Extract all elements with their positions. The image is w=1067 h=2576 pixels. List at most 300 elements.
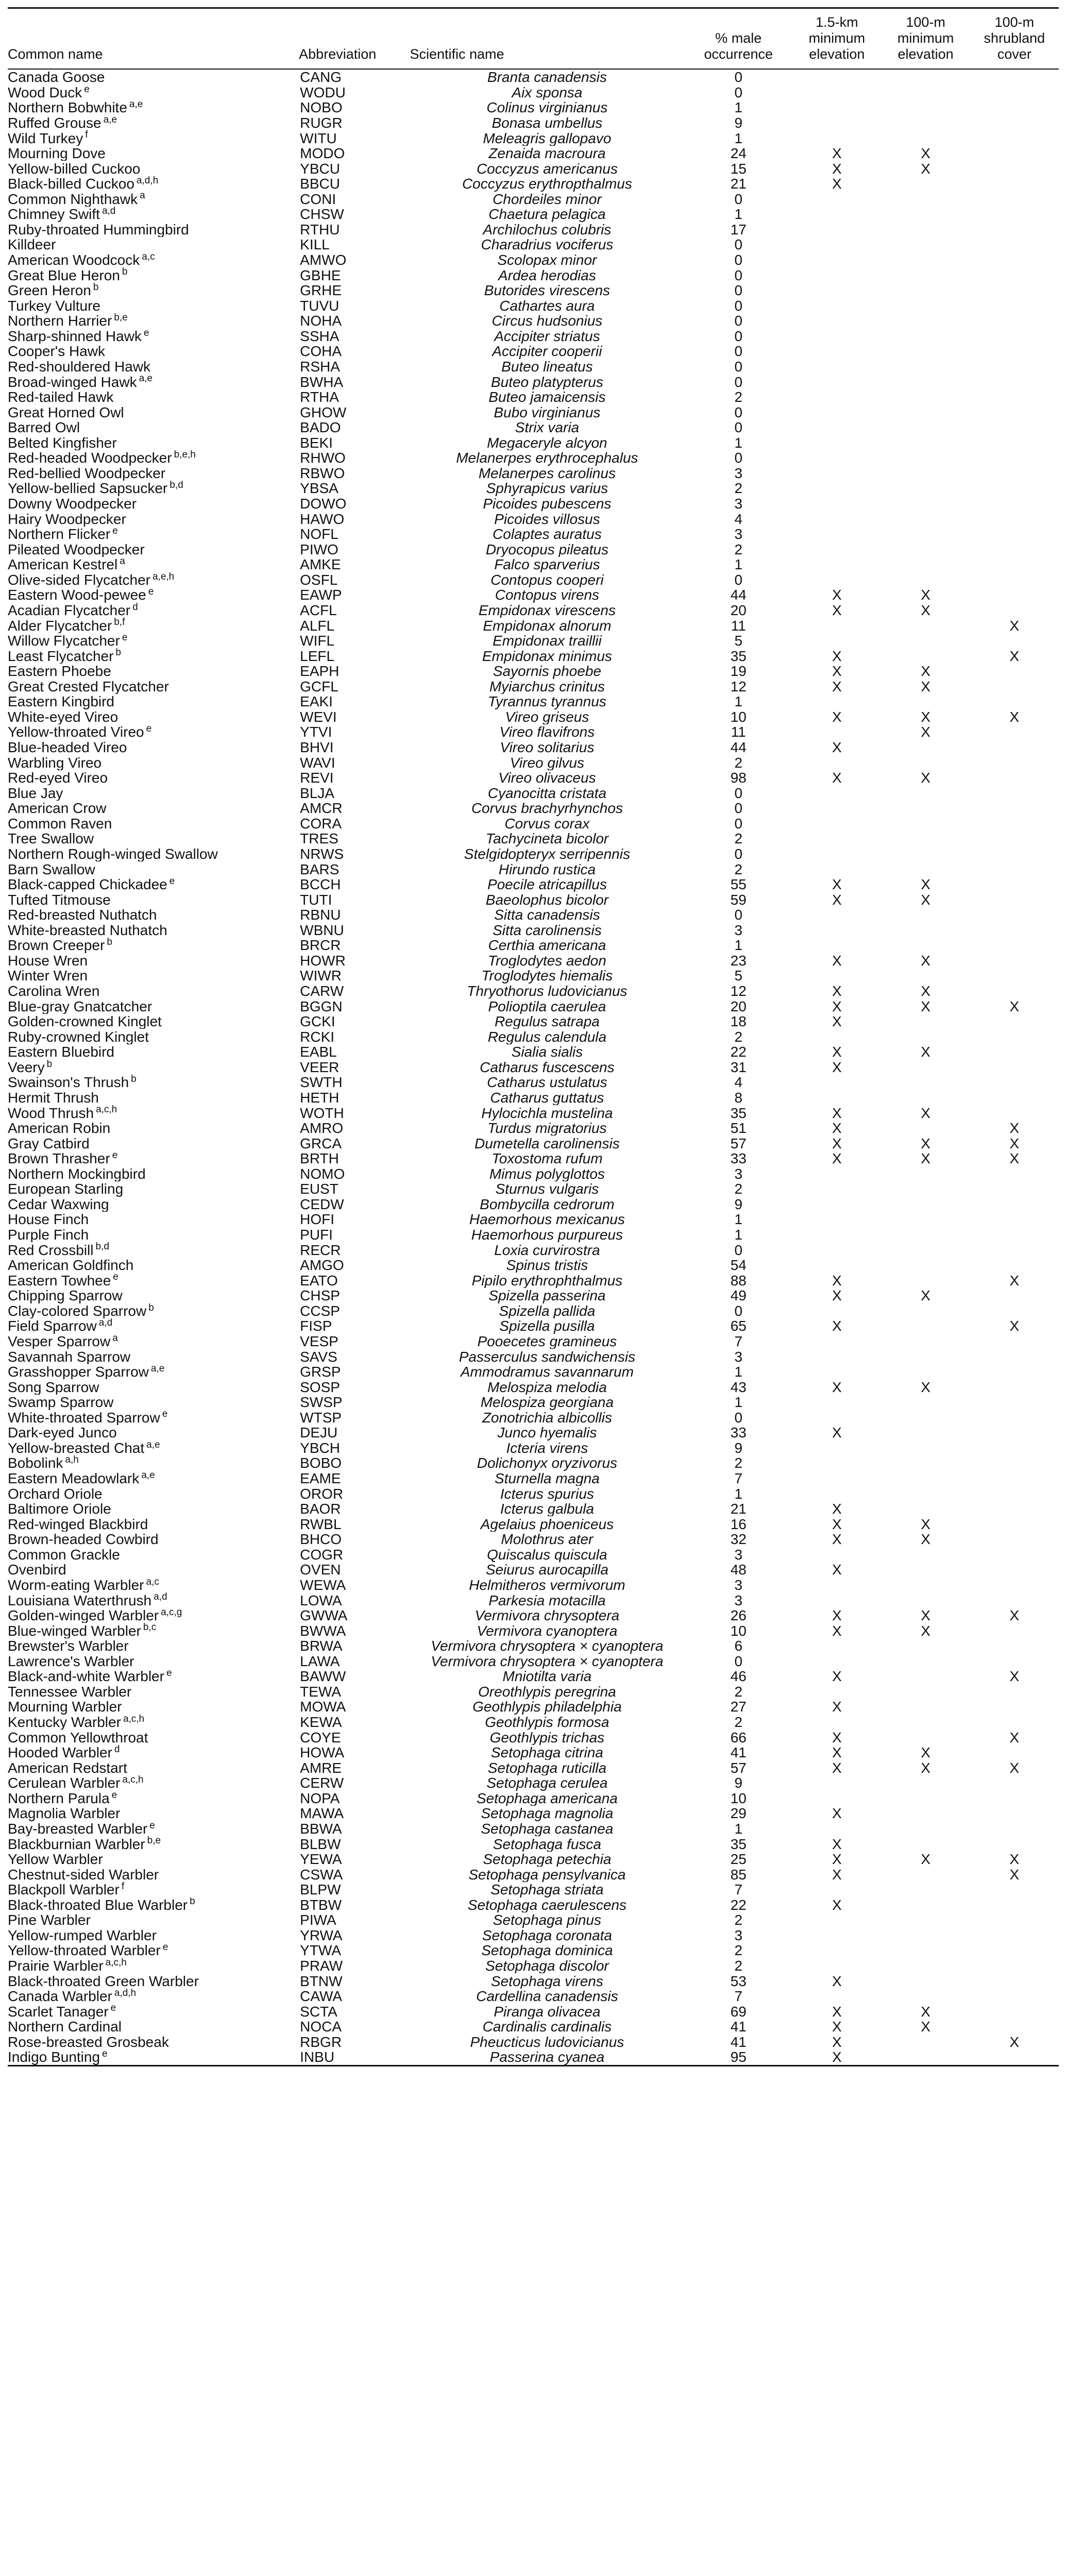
table-row: [8, 192, 1059, 207]
common-name-text: Northern Parula: [8, 1790, 110, 1806]
cell-100m-shrubland: [970, 450, 1059, 466]
cell-scientific-name: Megaceryle alcyon: [487, 435, 607, 451]
cell-100m-shrubland: [970, 1014, 1059, 1029]
cell-male-occurrence: 23: [730, 953, 747, 969]
cell-abbreviation: YBSA: [300, 481, 338, 496]
cell-100m-shrubland: [970, 1044, 1059, 1060]
cell-1-5km-elevation: X: [832, 953, 842, 969]
cell-common-name: [8, 298, 299, 313]
cell-male-occurrence: 41: [730, 1744, 747, 1760]
cell-common-name: [8, 1303, 299, 1319]
cell-abbreviation: WEVI: [300, 709, 337, 725]
common-name-text: Broad-winged Hawk: [8, 374, 137, 389]
cell-100m-elevation: [881, 785, 970, 801]
cell-male-occurrence: 3: [734, 526, 743, 542]
cell-male-occurrence: 3: [734, 1166, 743, 1182]
table-row: [8, 329, 1059, 344]
cell-100m-shrubland: [970, 846, 1059, 862]
cell-100m-shrubland: [970, 938, 1059, 953]
cell-abbreviation: AMKE: [300, 557, 341, 572]
footnote-marker: a: [140, 191, 145, 201]
footnote-marker: e: [102, 2049, 108, 2060]
cell-100m-shrubland: [970, 1806, 1059, 1821]
cell-abbreviation: WODU: [300, 84, 346, 100]
cell-abbreviation: BBWA: [300, 1821, 342, 1837]
cell-male-occurrence: 44: [730, 587, 747, 603]
cell-male-occurrence: 0: [734, 1242, 743, 1258]
cell-male-occurrence: 2: [734, 1029, 743, 1044]
cell-100m-shrubland: [970, 557, 1059, 572]
cell-1-5km-elevation: [792, 237, 881, 252]
cell-abbreviation: GWWA: [300, 1607, 348, 1623]
cell-male-occurrence: 53: [730, 1973, 747, 1989]
common-name-text: American Goldfinch: [8, 1257, 134, 1273]
cell-100m-elevation: [881, 222, 970, 238]
cell-male-occurrence: 0: [734, 252, 743, 268]
cell-common-name: [8, 329, 299, 344]
footnote-marker: d: [114, 1744, 120, 1755]
table-row: [8, 1334, 1059, 1349]
cell-male-occurrence: 6: [734, 1638, 743, 1654]
cell-scientific-name: Geothlypis trichas: [489, 1730, 605, 1745]
cell-100m-elevation: X: [921, 1744, 930, 1760]
cell-100m-elevation: [881, 267, 970, 283]
table-row: [8, 130, 1059, 146]
cell-1-5km-elevation: X: [832, 2019, 842, 2035]
cell-abbreviation: BTNW: [300, 1973, 343, 1989]
cell-1-5km-elevation: X: [832, 1013, 842, 1029]
cell-100m-elevation: X: [921, 587, 930, 603]
cell-common-name: [8, 1273, 299, 1288]
cell-scientific-name: Scolopax minor: [497, 252, 597, 268]
cell-abbreviation: BAWW: [300, 1669, 346, 1684]
cell-100m-elevation: [881, 1867, 970, 1882]
cell-100m-shrubland: [970, 1745, 1059, 1760]
common-name-text: Tennessee Warbler: [8, 1684, 132, 1700]
cell-1-5km-elevation: X: [832, 1288, 842, 1303]
cell-100m-elevation: [881, 1425, 970, 1440]
cell-1-5km-elevation: [792, 1075, 881, 1090]
cell-abbreviation: AMCR: [300, 801, 343, 816]
cell-1-5km-elevation: [792, 1471, 881, 1486]
cell-abbreviation: BTBW: [300, 1897, 342, 1913]
cell-male-occurrence: 0: [734, 298, 743, 313]
cell-abbreviation: PIWA: [300, 1912, 336, 1928]
cell-scientific-name: Colaptes auratus: [493, 526, 602, 542]
cell-male-occurrence: 0: [734, 450, 743, 466]
table-row: [8, 1669, 1059, 1684]
cell-100m-shrubland: [970, 1912, 1059, 1928]
cell-1-5km-elevation: X: [832, 739, 842, 755]
cell-abbreviation: CEDW: [300, 1196, 344, 1212]
cell-abbreviation: MAWA: [300, 1806, 344, 1821]
cell-abbreviation: GHOW: [300, 404, 347, 420]
cell-100m-shrubland: [970, 968, 1059, 984]
cell-common-name: [8, 450, 299, 466]
footnote-marker: a,c,h: [105, 1958, 127, 1968]
cell-male-occurrence: 59: [730, 892, 747, 907]
cell-common-name: [8, 1836, 299, 1852]
cell-common-name: [8, 176, 299, 192]
cell-male-occurrence: 0: [734, 785, 743, 801]
table-row: [8, 1791, 1059, 1806]
table-row: [8, 69, 1059, 85]
footnote-marker: b,e,h: [174, 450, 196, 461]
cell-scientific-name: Passerculus sandwichensis: [459, 1349, 636, 1364]
table-row: [8, 2004, 1059, 2019]
cell-scientific-name: Bubo virginianus: [494, 404, 601, 420]
cell-common-name: [8, 1821, 299, 1837]
common-name-text: Tree Swallow: [8, 831, 94, 846]
common-name-text: Black-throated Blue Warbler: [8, 1897, 188, 1913]
cell-abbreviation: COGR: [300, 1547, 344, 1563]
common-name-text: Killdeer: [8, 237, 56, 252]
cell-100m-elevation: X: [921, 983, 930, 999]
cell-100m-shrubland: [970, 1882, 1059, 1897]
cell-scientific-name: Toxostoma rufum: [492, 1150, 603, 1166]
cell-100m-elevation: X: [921, 1105, 930, 1121]
cell-abbreviation: GCKI: [300, 1013, 335, 1029]
header-abbreviation: Abbreviation: [299, 46, 377, 62]
cell-abbreviation: HOFI: [300, 1212, 335, 1227]
cell-abbreviation: CHSP: [300, 1288, 340, 1303]
cell-common-name: [8, 1486, 299, 1501]
table-row: [8, 1242, 1059, 1258]
cell-1-5km-elevation: [792, 329, 881, 344]
cell-1-5km-elevation: [792, 1334, 881, 1349]
cell-1-5km-elevation: [792, 1654, 881, 1669]
table-row: [8, 374, 1059, 389]
cell-scientific-name: Setophaga castanea: [481, 1821, 614, 1837]
table-row: [8, 283, 1059, 298]
cell-abbreviation: EABL: [300, 1044, 337, 1060]
cell-1-5km-elevation: X: [832, 892, 842, 907]
table-row: [8, 1410, 1059, 1426]
cell-1-5km-elevation: [792, 816, 881, 832]
table-row: [8, 755, 1059, 770]
cell-100m-shrubland: [970, 1090, 1059, 1106]
cell-common-name: [8, 633, 299, 649]
cell-abbreviation: YTWA: [300, 1943, 341, 1958]
footnote-marker: a,c: [142, 252, 155, 262]
table-row: [8, 527, 1059, 542]
cell-100m-shrubland: [970, 1379, 1059, 1395]
table-row: [8, 1060, 1059, 1075]
common-name-text: Wild Turkey: [8, 130, 83, 146]
cell-abbreviation: VEER: [300, 1059, 340, 1075]
cell-abbreviation: YEWA: [300, 1851, 342, 1867]
cell-100m-elevation: [881, 816, 970, 832]
footnote-marker: e: [169, 876, 175, 887]
footnote-marker: f: [85, 130, 88, 141]
cell-1-5km-elevation: [792, 1578, 881, 1593]
cell-100m-shrubland: [970, 861, 1059, 877]
cell-100m-shrubland: [970, 466, 1059, 481]
cell-100m-elevation: X: [921, 953, 930, 969]
table-row: [8, 1623, 1059, 1638]
common-name-text: Northern Bobwhite: [8, 100, 127, 115]
cell-common-name: [8, 1044, 299, 1060]
cell-abbreviation: BGGN: [300, 998, 343, 1014]
common-name-text: Yellow-breasted Chat: [8, 1440, 145, 1456]
table-row: [8, 907, 1059, 923]
common-name-text: Baltimore Oriole: [8, 1501, 111, 1517]
cell-male-occurrence: 0: [734, 846, 743, 862]
cell-common-name: [8, 770, 299, 786]
cell-abbreviation: BOBO: [300, 1455, 342, 1471]
cell-common-name: [8, 85, 299, 100]
cell-100m-shrubland: [970, 1836, 1059, 1852]
cell-100m-elevation: [881, 298, 970, 313]
cell-scientific-name: Troglodytes aedon: [487, 953, 606, 969]
table-row: [8, 176, 1059, 192]
cell-scientific-name: Icterus spurius: [500, 1486, 594, 1501]
common-name-text: Carolina Wren: [8, 983, 100, 999]
common-name-text: Red-bellied Woodpecker: [8, 465, 166, 481]
cell-100m-elevation: X: [921, 602, 930, 618]
cell-common-name: [8, 679, 299, 694]
cell-1-5km-elevation: [792, 207, 881, 222]
cell-100m-elevation: [881, 938, 970, 953]
cell-1-5km-elevation: [792, 1486, 881, 1501]
cell-scientific-name: Baeolophus bicolor: [485, 892, 608, 907]
common-name-text: Downy Woodpecker: [8, 496, 137, 512]
cell-common-name: [8, 1547, 299, 1563]
cell-abbreviation: LOWA: [300, 1592, 342, 1608]
common-name-text: Eastern Wood-pewee: [8, 587, 146, 603]
table-row: [8, 511, 1059, 527]
cell-male-occurrence: 3: [734, 1927, 743, 1943]
cell-scientific-name: Setophaga striata: [490, 1882, 604, 1897]
cell-common-name: [8, 252, 299, 268]
cell-male-occurrence: 41: [730, 2019, 747, 2035]
cell-100m-shrubland: [970, 1699, 1059, 1715]
cell-male-occurrence: 0: [734, 69, 743, 85]
cell-common-name: [8, 998, 299, 1014]
cell-abbreviation: DOWO: [300, 496, 347, 512]
cell-scientific-name: Aix sponsa: [512, 84, 583, 100]
table-row: [8, 1867, 1059, 1882]
cell-scientific-name: Ardea herodias: [498, 267, 596, 283]
table-row: [8, 709, 1059, 725]
cell-100m-elevation: [881, 1562, 970, 1578]
cell-100m-shrubland: [970, 1166, 1059, 1182]
cell-1-5km-elevation: [792, 1943, 881, 1958]
cell-scientific-name: Haemorhous mexicanus: [469, 1212, 625, 1227]
cell-scientific-name: Empidonax minimus: [482, 648, 612, 664]
cell-100m-shrubland: [970, 1258, 1059, 1273]
common-name-text: Vesper Sparrow: [8, 1333, 111, 1349]
footnote-marker: a,c,h: [122, 1775, 144, 1785]
footnote-marker: e: [146, 724, 152, 735]
cell-1-5km-elevation: X: [832, 1623, 842, 1638]
common-name-text: Red-tailed Hawk: [8, 389, 114, 405]
cell-male-occurrence: 1: [734, 557, 743, 572]
cell-1-5km-elevation: [792, 938, 881, 953]
cell-abbreviation: VESP: [300, 1333, 338, 1349]
cell-male-occurrence: 22: [730, 1897, 747, 1913]
table-row: [8, 404, 1059, 420]
cell-common-name: [8, 1912, 299, 1928]
cell-100m-shrubland: [970, 496, 1059, 512]
cell-1-5km-elevation: X: [832, 1669, 842, 1684]
cell-100m-shrubland: X: [1009, 1318, 1020, 1334]
cell-100m-shrubland: [970, 313, 1059, 329]
cell-100m-shrubland: [970, 1060, 1059, 1075]
cell-100m-shrubland: [970, 267, 1059, 283]
cell-male-occurrence: 0: [734, 359, 743, 375]
cell-100m-elevation: [881, 1882, 970, 1897]
cell-abbreviation: RTHA: [300, 389, 339, 405]
cell-1-5km-elevation: [792, 298, 881, 313]
cell-100m-elevation: [881, 618, 970, 633]
table-row: [8, 557, 1059, 572]
cell-abbreviation: TUVU: [300, 298, 340, 313]
cell-abbreviation: PUFI: [300, 1227, 333, 1243]
cell-scientific-name: Setophaga ruticilla: [487, 1760, 607, 1775]
cell-common-name: [8, 1166, 299, 1182]
cell-100m-elevation: [881, 1318, 970, 1334]
footnote-marker: e: [149, 1821, 155, 1831]
cell-scientific-name: Setophaga petechia: [483, 1851, 612, 1867]
cell-100m-shrubland: X: [1009, 1150, 1020, 1166]
table-row: [8, 1638, 1059, 1654]
cell-scientific-name: Empidonax traillii: [493, 633, 602, 649]
cell-1-5km-elevation: [792, 420, 881, 435]
common-name-text: Magnolia Warbler: [8, 1806, 121, 1821]
cell-scientific-name: Regulus calendula: [487, 1029, 607, 1044]
cell-abbreviation: KEWA: [300, 1714, 342, 1730]
cell-1-5km-elevation: [792, 527, 881, 542]
cell-100m-elevation: [881, 1836, 970, 1852]
cell-male-occurrence: 12: [730, 679, 747, 694]
cell-common-name: [8, 1197, 299, 1212]
cell-scientific-name: Stelgidopteryx serripennis: [464, 846, 630, 862]
cell-1-5km-elevation: [792, 1364, 881, 1380]
common-name-text: Brown Creeper: [8, 938, 105, 953]
cell-100m-elevation: [881, 115, 970, 131]
common-name-text: Mourning Warbler: [8, 1699, 122, 1715]
cell-1-5km-elevation: X: [832, 1973, 842, 1989]
common-name-text: Willow Flycatcher: [8, 633, 120, 649]
cell-common-name: [8, 1989, 299, 2004]
cell-male-occurrence: 33: [730, 1425, 747, 1440]
cell-scientific-name: Molothrus ater: [501, 1532, 594, 1547]
cell-100m-shrubland: [970, 1775, 1059, 1791]
cell-100m-elevation: [881, 1471, 970, 1486]
common-name-text: Warbling Vireo: [8, 755, 102, 770]
cell-scientific-name: Vireo olivaceus: [498, 770, 596, 786]
cell-male-occurrence: 29: [730, 1806, 747, 1821]
common-name-text: Swamp Sparrow: [8, 1394, 114, 1410]
cell-100m-shrubland: [970, 907, 1059, 923]
table-row: [8, 359, 1059, 375]
table-row: [8, 1532, 1059, 1547]
cell-100m-elevation: [881, 374, 970, 389]
cell-common-name: [8, 846, 299, 862]
cell-male-occurrence: 12: [730, 983, 747, 999]
common-name-text: Sharp-shinned Hawk: [8, 328, 142, 344]
cell-100m-shrubland: [970, 877, 1059, 892]
cell-abbreviation: RCKI: [300, 1029, 335, 1044]
cell-abbreviation: EAKI: [300, 694, 333, 709]
cell-100m-elevation: [881, 1197, 970, 1212]
cell-abbreviation: SOSP: [300, 1379, 340, 1395]
cell-100m-shrubland: X: [1009, 2034, 1020, 2050]
cell-abbreviation: WIFL: [300, 633, 335, 649]
cell-1-5km-elevation: [792, 252, 881, 268]
cell-1-5km-elevation: X: [832, 1120, 842, 1136]
cell-common-name: [8, 603, 299, 618]
cell-common-name: [8, 1181, 299, 1197]
cell-100m-elevation: [881, 1258, 970, 1273]
cell-male-occurrence: 2: [734, 1958, 743, 1974]
cell-100m-shrubland: [970, 1562, 1059, 1578]
common-name-text: Pine Warbler: [8, 1912, 91, 1928]
cell-1-5km-elevation: [792, 1227, 881, 1243]
common-name-text: Blue Jay: [8, 785, 63, 801]
cell-common-name: [8, 923, 299, 938]
common-name-text: Black-capped Chickadee: [8, 876, 167, 892]
cell-male-occurrence: 46: [730, 1669, 747, 1684]
table-row: [8, 1806, 1059, 1821]
cell-1-5km-elevation: [792, 404, 881, 420]
cell-scientific-name: Passerina cyanea: [489, 2049, 605, 2065]
footnote-marker: f: [121, 1882, 125, 1892]
cell-1-5km-elevation: [792, 1928, 881, 1943]
cell-scientific-name: Setophaga fusca: [493, 1836, 601, 1852]
cell-1-5km-elevation: [792, 724, 881, 740]
common-name-text: Acadian Flycatcher: [8, 602, 131, 618]
cell-abbreviation: BAOR: [300, 1501, 341, 1517]
cell-100m-shrubland: [970, 633, 1059, 649]
cell-100m-elevation: X: [921, 892, 930, 907]
table-row: [8, 1699, 1059, 1715]
table-row: [8, 572, 1059, 588]
cell-scientific-name: Setophaga cerulea: [486, 1775, 608, 1791]
cell-male-occurrence: 65: [730, 1318, 747, 1334]
cell-100m-elevation: [881, 511, 970, 527]
table-row: [8, 984, 1059, 999]
cell-1-5km-elevation: [792, 130, 881, 146]
footnote-marker: a,e,h: [152, 572, 175, 582]
cell-1-5km-elevation: [792, 557, 881, 572]
table-row: [8, 1425, 1059, 1440]
cell-abbreviation: SWTH: [300, 1075, 343, 1090]
cell-abbreviation: NOPA: [300, 1790, 340, 1806]
cell-male-occurrence: 5: [734, 633, 743, 649]
cell-1-5km-elevation: [792, 313, 881, 329]
cell-1-5km-elevation: X: [832, 998, 842, 1014]
cell-male-occurrence: 25: [730, 1851, 747, 1867]
common-name-text: Cedar Waxwing: [8, 1196, 109, 1212]
cell-100m-elevation: [881, 1669, 970, 1684]
cell-100m-shrubland: [970, 527, 1059, 542]
cell-common-name: [8, 801, 299, 816]
cell-100m-elevation: [881, 1075, 970, 1090]
cell-100m-elevation: [881, 389, 970, 405]
cell-scientific-name: Melospiza georgiana: [480, 1394, 614, 1410]
cell-100m-shrubland: [970, 694, 1059, 709]
footnote-marker: a,e: [146, 1440, 160, 1450]
footnote-marker: a,e: [141, 1470, 155, 1481]
cell-100m-shrubland: [970, 541, 1059, 557]
cell-male-occurrence: 7: [734, 1470, 743, 1486]
common-name-text: Black-billed Cuckoo: [8, 176, 134, 192]
cell-100m-shrubland: [970, 420, 1059, 435]
table-row: [8, 877, 1059, 892]
cell-male-occurrence: 1: [734, 1227, 743, 1243]
